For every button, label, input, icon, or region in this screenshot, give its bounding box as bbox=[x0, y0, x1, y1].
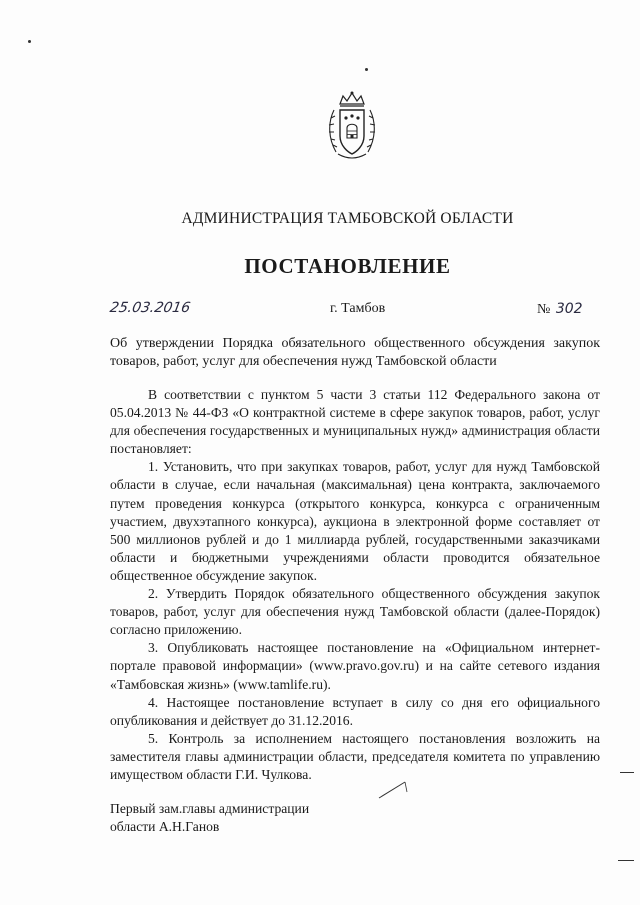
document-type-title: ПОСТАНОВЛЕНИЕ bbox=[244, 254, 451, 278]
document-number bbox=[537, 301, 583, 318]
preamble-paragraph: В соответствии с пунктом 5 части 3 статьи 112 Федерального закона от 05.04.2013 № 44-ФЗ «О контрактной системе в сфере закупок товаров, работ, услуг для обеспечения государственных и муниципальных нужд» администрация области постановляет: bbox=[110, 387, 600, 457]
clause-paragraph-2: 2. Утвердить Порядок обязательного общественного обсуждения закупок товаров, работ, услуг для обеспечения нужд Тамбовской области (далее-Порядок) согласно приложению. bbox=[110, 586, 600, 638]
scan-artifact bbox=[365, 68, 368, 71]
clause-paragraph-3: 3. Опубликовать настоящее постановление на «Официальном интернет-портале правовой информации» (www.pravo.gov.ru) и на сайте сетевого издания «Тамбовская жизнь» (www.tamlife.ru). bbox=[110, 640, 600, 692]
document-number-label: № bbox=[537, 302, 551, 317]
clause-paragraph-5: 5. Контроль за исполнением настоящего постановления возложить на заместителя главы администрации области, председателя комитета по управлению имуществом области Г.И. Чулкова. bbox=[110, 730, 600, 782]
scan-artifact bbox=[620, 772, 634, 773]
signatory-position: Первый зам.главы администрации bbox=[110, 801, 310, 816]
tambov-coat-of-arms-icon bbox=[326, 90, 378, 164]
document-number-value: 302 bbox=[555, 301, 583, 317]
signature-stroke-icon bbox=[375, 780, 415, 800]
scan-artifact bbox=[618, 860, 634, 861]
organization-title: АДМИНИСТРАЦИЯ ТАМБОВСКОЙ ОБЛАСТИ bbox=[181, 210, 514, 227]
clause-paragraph-4: 4. Настоящее постановление вступает в силу со дня его официального опубликования и действует до 31.12.2016. bbox=[110, 694, 600, 728]
signature-block bbox=[110, 800, 309, 836]
document-date: 25.03.2016 bbox=[108, 300, 192, 316]
signatory-name: области А.Н.Ганов bbox=[110, 819, 220, 834]
clause-paragraph-1: 1. Установить, что при закупках товаров, работ, услуг для нужд Тамбовской области в случае, если начальная (максимальная) цена контракта, заключаемого путем проведения конкурса (открытого конкурса, конкурса с ограниченным участием, двухэтапного конкурса), аукциона в электронной форме составляет от 500 миллионов рублей и до 1 миллиарда рублей, государственными заказчиками области и бюджетными учреждениями области проводится обязательное общественное обсуждение закупок. bbox=[110, 459, 600, 583]
document-subject: Об утверждении Порядка обязательного общественного обсуждения закупок товаров, работ, услуг для обеспечения нужд Тамбовской области bbox=[110, 336, 600, 369]
scan-artifact bbox=[28, 40, 31, 43]
document-body bbox=[110, 386, 600, 784]
document-city: г. Тамбов bbox=[330, 301, 386, 316]
